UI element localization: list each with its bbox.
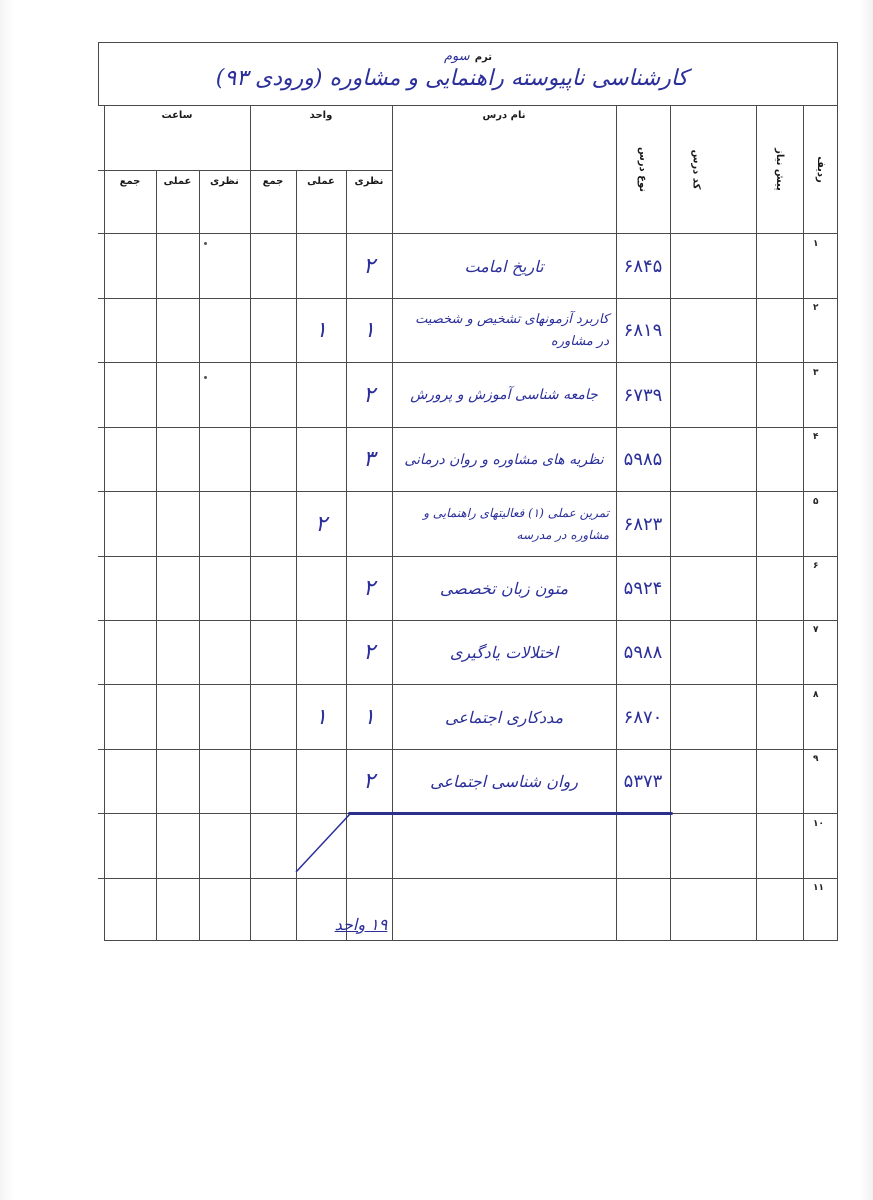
course-code-header-cell [670, 105, 756, 233]
row-number: ۱۱ [813, 883, 824, 893]
units-theory-value: ۱ [363, 318, 375, 343]
units-theory-value: ۲ [363, 382, 375, 408]
term-handwritten-value: سوم [443, 49, 470, 64]
row-number: ۵ [813, 497, 819, 507]
course-type-cell [616, 492, 670, 556]
course-name-value: اختلالات یادگیری [449, 643, 559, 662]
units-practical-cell [296, 299, 346, 362]
units-theory-cell [346, 234, 392, 298]
course-name-value: کاربرد آزمونهای تشخیص و شخصیت در مشاوره [415, 311, 609, 349]
row-divider [98, 878, 838, 879]
course-name-cell [392, 557, 616, 620]
border-right [837, 42, 838, 941]
course-name-cell [392, 428, 616, 491]
subheader-divider [98, 170, 392, 171]
col-divider [156, 170, 157, 941]
units-theory-value: ۱ [363, 704, 375, 730]
row-number: ۶ [813, 561, 819, 571]
prerequisite-header: پیش نیاز [774, 147, 785, 191]
units-theory-cell [346, 299, 392, 362]
total-units-note: ۱۹ واحد [334, 915, 388, 934]
course-registration-form [98, 42, 838, 941]
hours-practical-header: عملی [163, 176, 192, 187]
handwritten-closing-line [348, 812, 673, 815]
course-type-cell [616, 428, 670, 491]
row-number: ۱ [813, 239, 819, 249]
course-name-value: متون زبان تخصصی [439, 579, 569, 598]
course-name-value: تاریخ امامت [464, 256, 544, 276]
course-type-cell [616, 299, 670, 362]
units-theory-cell [346, 621, 392, 684]
course-type-value: ۶۸۱۹ [623, 320, 663, 341]
course-name-value: جامعه شناسی آموزش و پرورش [410, 387, 598, 403]
col-divider [392, 105, 393, 941]
hours-theory-header: نظری [210, 176, 239, 187]
units-practical-cell [296, 685, 346, 749]
units-theory-value: ۲ [363, 576, 375, 601]
course-type-value: ۶۸۴۵ [623, 255, 663, 277]
row-number-header: ردیف [814, 155, 826, 183]
term-printed-label: ترم [474, 52, 493, 63]
course-name-cell [392, 363, 616, 427]
units-header: واحد [309, 110, 333, 121]
border-left [104, 105, 105, 941]
units-practical-cell [296, 492, 346, 556]
total-units-note-cell [326, 882, 396, 934]
units-total-header: جمع [262, 176, 284, 187]
course-type-value: ۵۹۸۵ [623, 449, 663, 470]
row-number: ۳ [813, 368, 819, 378]
course-name-value: تمرین عملی (۱) فعالیتهای راهنمایی و مشاوره در مدرسه [423, 506, 609, 542]
course-type-value: ۵۳۷۳ [623, 771, 663, 792]
units-theory-cell [346, 428, 392, 491]
course-type-cell [616, 234, 670, 298]
units-practical-value: ۲ [315, 511, 327, 537]
course-name-header: نام درس [482, 110, 526, 121]
course-name-cell [392, 621, 616, 684]
course-type-header: نوع درس [637, 146, 649, 192]
course-name-value: نظریه های مشاوره و روان درمانی [404, 451, 604, 468]
course-type-cell [616, 363, 670, 427]
units-practical-value: ۱ [315, 704, 327, 730]
units-practical-header: عملی [307, 176, 335, 187]
course-code-header: کد درس [690, 149, 702, 189]
course-type-value: ۵۹۲۴ [623, 578, 663, 599]
term-label [398, 45, 538, 64]
hours-total-header: جمع [119, 176, 141, 187]
units-theory-cell [346, 557, 392, 620]
course-type-value: ۶۸۷۰ [623, 706, 663, 728]
hours-header: ساعت [161, 110, 193, 121]
row-number: ۹ [813, 754, 819, 764]
course-type-header-cell [616, 105, 670, 233]
course-name-cell [392, 234, 616, 298]
units-theory-value: ۲ [363, 253, 375, 279]
col-divider [199, 170, 200, 941]
prerequisite-header-cell [756, 105, 803, 233]
border-top [98, 42, 838, 43]
course-type-cell [616, 557, 670, 620]
course-type-value: ۶۷۳۹ [623, 384, 663, 406]
units-theory-cell [346, 363, 392, 427]
scan-speck [204, 376, 207, 379]
row-number: ۸ [813, 690, 819, 700]
course-name-cell [396, 492, 612, 556]
course-name-value: مددکاری اجتماعی [444, 707, 564, 727]
units-theory-cell [346, 685, 392, 749]
course-name-value: روان شناسی اجتماعی [430, 772, 578, 791]
units-theory-value: ۲ [363, 769, 375, 794]
units-theory-header: نظری [354, 176, 384, 187]
course-name-cell [392, 685, 616, 749]
border-left-top [98, 42, 99, 105]
course-type-value: ۶۸۲۳ [623, 513, 663, 535]
program-title: کارشناسی ناپیوسته راهنمایی و مشاوره (ورودی ۹۳) [215, 66, 688, 91]
row-number: ۴ [813, 432, 819, 442]
scan-speck [204, 242, 207, 245]
row-number-header-cell [803, 105, 837, 233]
units-theory-value: ۲ [363, 640, 375, 665]
col-divider [250, 105, 251, 941]
course-name-cell [396, 299, 612, 362]
course-type-value: ۵۹۸۸ [623, 642, 663, 663]
handwritten-diagonal-stroke [294, 810, 354, 875]
units-theory-value: ۳ [363, 447, 375, 472]
row-number: ۲ [813, 303, 819, 313]
course-type-cell [616, 621, 670, 684]
course-name-cell [392, 750, 616, 813]
units-practical-value: ۱ [315, 318, 327, 343]
row-number: ۱۰ [813, 819, 824, 829]
course-type-cell [616, 685, 670, 749]
row-number: ۷ [813, 625, 819, 635]
border-bottom [104, 940, 838, 941]
course-type-cell [616, 750, 670, 813]
units-theory-cell [346, 750, 392, 813]
